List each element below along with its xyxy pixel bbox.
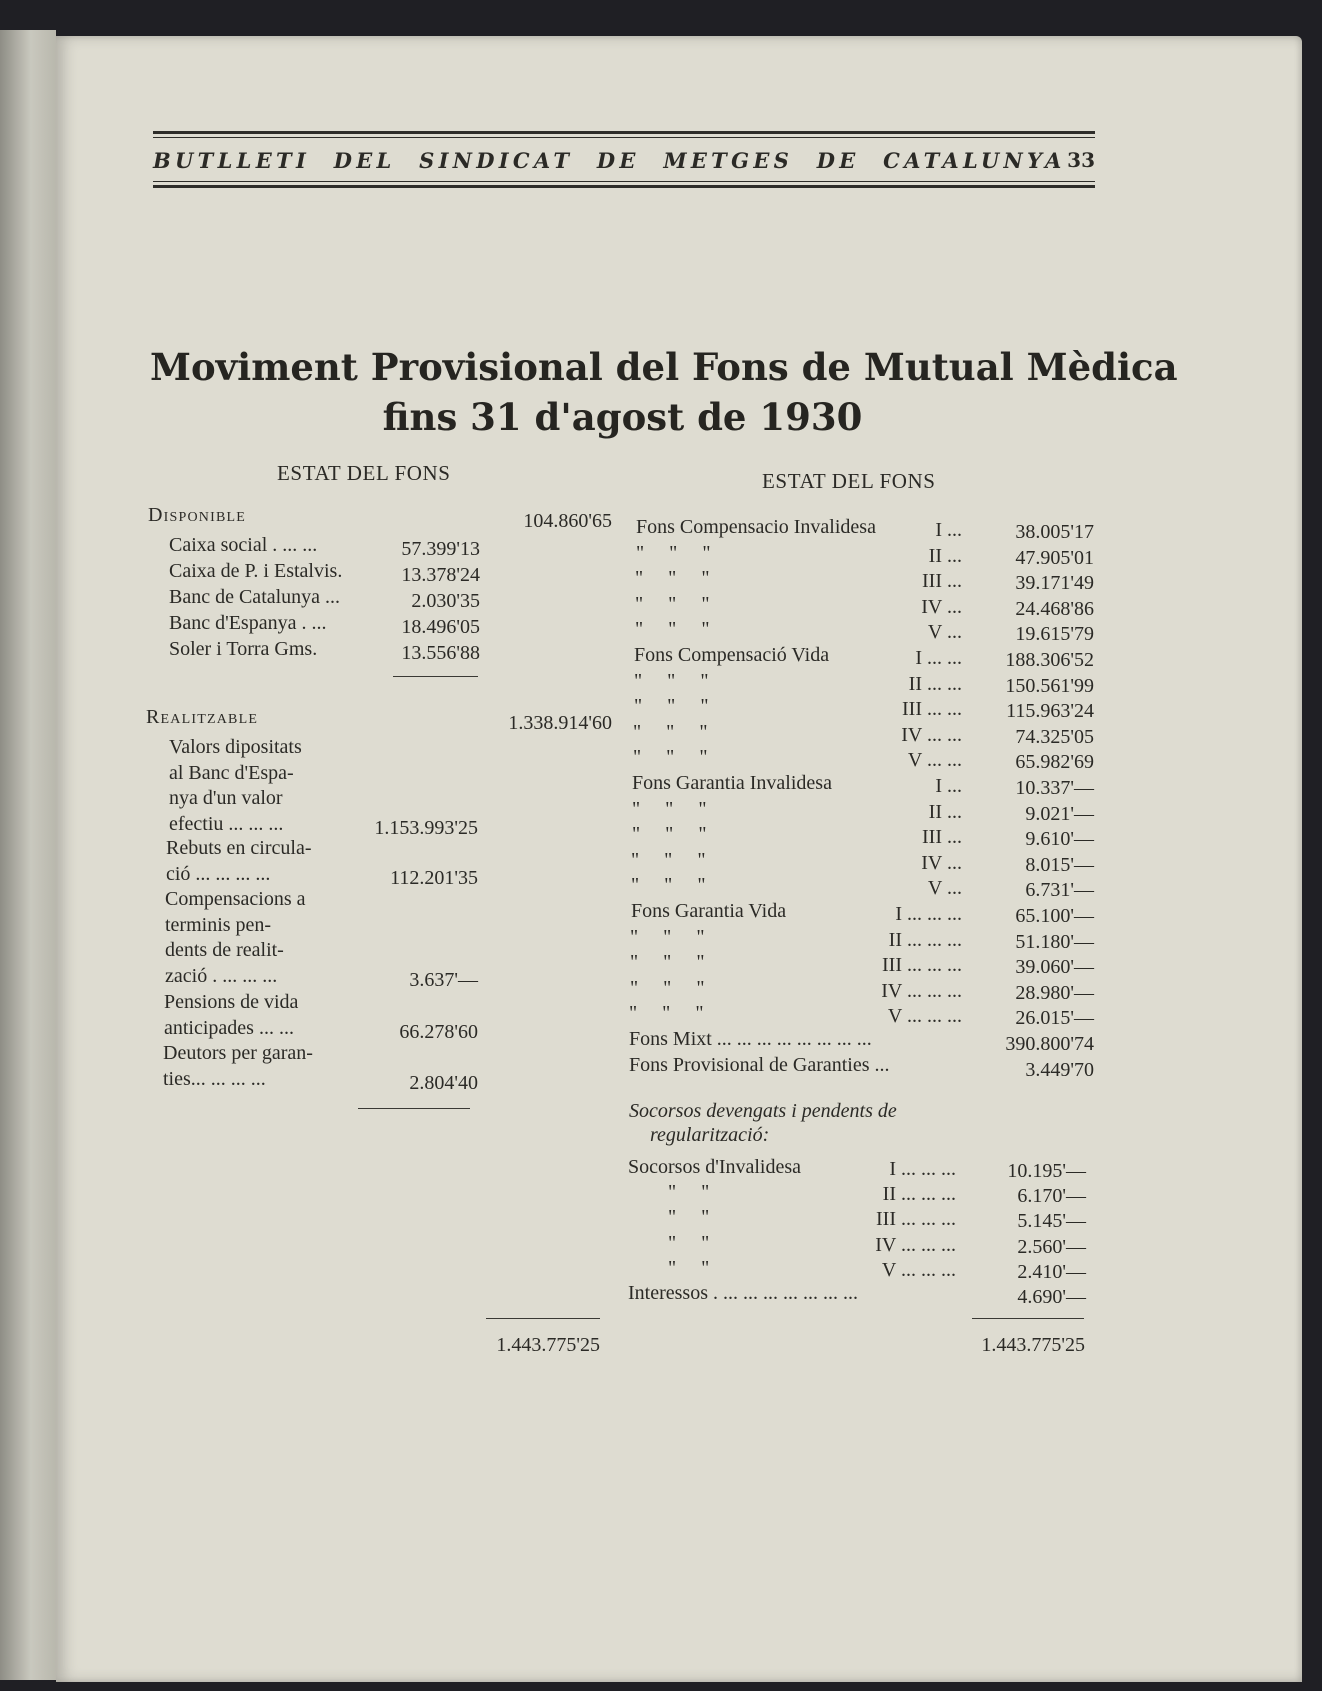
header-rule-top-thin	[153, 137, 1095, 138]
fons-row-value: 10.337'—	[1015, 777, 1094, 799]
fons-row-label: Fons Provisional de Garanties ...	[629, 1053, 890, 1076]
fons-row-class: IV ... ...	[901, 723, 962, 746]
realitzable-item-value: 112.201'35	[390, 866, 478, 889]
realitzable-item-value: 66.278'60	[399, 1020, 478, 1043]
running-header	[153, 143, 1095, 177]
fons-row-label: " " "	[635, 592, 710, 615]
right-column-heading: ESTAT DEL FONS	[762, 469, 936, 493]
fons-row-value: 51.180'—	[1015, 930, 1094, 953]
fons-row-label: " " "	[630, 925, 705, 948]
left-grand-total-rule	[486, 1318, 600, 1319]
page-title-line-2: fins 31 d'agost de 1930	[382, 395, 863, 439]
socorsos-row-label: Interessos . ... ... ... ... ... ... ...	[628, 1282, 858, 1304]
fons-row-class: II ...	[928, 800, 962, 823]
fons-row-value: 24.468'86	[1015, 597, 1094, 620]
page-title-line-1: Moviment Provisional del Fons de Mutual Mèdica	[150, 345, 1178, 389]
socorsos-row-value: 6.170'—	[1017, 1185, 1086, 1208]
disponible-item-value: 13.378'24	[401, 564, 480, 586]
realitzable-item-label-line: al Banc d'Espa-	[169, 761, 294, 784]
socorsos-row-class: II ... ... ...	[882, 1183, 956, 1206]
fons-row-label: " " "	[631, 874, 706, 897]
running-title: BUTLLETI DEL SINDICAT DE METGES DE CATALUNYA	[153, 147, 1066, 173]
fons-row-label: " " "	[635, 567, 710, 590]
realitzable-item-label-line: dents de realit-	[165, 939, 284, 961]
fons-row-label: " " "	[630, 976, 705, 999]
fons-row-value: 65.982'69	[1015, 751, 1094, 774]
fons-row-label: Fons Garantia Invalidesa	[632, 772, 832, 794]
fons-row-class: III ...	[922, 826, 962, 849]
fons-row-label: Fons Garantia Vida	[631, 900, 787, 922]
socorsos-row-class: I ... ... ...	[889, 1158, 956, 1180]
fons-row-class: V ...	[927, 877, 962, 900]
header-rule-top-thick	[153, 131, 1095, 134]
fons-row-class: IV ...	[921, 851, 962, 874]
disponible-item-value: 18.496'05	[401, 616, 480, 638]
page-number: 33	[1067, 148, 1095, 172]
socorsos-row-value: 2.560'—	[1017, 1235, 1086, 1258]
fons-row-label: " " "	[632, 823, 707, 846]
realitzable-total: 1.338.914'60	[508, 712, 612, 734]
fons-row-class: II ... ... ...	[888, 928, 962, 951]
fons-row-class: III ... ... ...	[882, 954, 962, 977]
disponible-total: 104.860'65	[523, 510, 612, 532]
realitzable-item-label-line: ties... ... ... ...	[163, 1067, 266, 1090]
fons-row-label: " " "	[633, 746, 708, 769]
fons-row-value: 28.980'—	[1015, 981, 1094, 1004]
realitzable-item-label-line: Pensions de vida	[164, 991, 299, 1013]
realitzable-subtotal-rule	[358, 1108, 470, 1109]
disponible-item-label: Caixa de P. i Estalvis.	[169, 560, 343, 582]
socorsos-row-label: Socorsos d'Invalidesa	[628, 1156, 802, 1178]
realitzable-label: Realitzable	[146, 706, 259, 728]
realitzable-item-label-line: Rebuts en circula-	[166, 837, 312, 859]
realitzable-item-label-line: Compensacions a	[165, 888, 306, 910]
fons-row-value: 47.905'01	[1015, 546, 1094, 569]
disponible-subtotal-rule	[393, 676, 478, 677]
socorsos-row-value: 4.690'—	[1017, 1286, 1086, 1308]
fons-row-label: " " "	[633, 720, 708, 743]
realitzable-item-label-line: terminis pen-	[165, 913, 272, 936]
right-grand-total: 1.443.775'25	[981, 1334, 1085, 1356]
fons-row-label: " " "	[632, 797, 707, 820]
fons-row-class: IV ...	[921, 595, 962, 618]
socorsos-row-label: " "	[668, 1181, 710, 1204]
fons-row-label: " " "	[635, 618, 710, 641]
socorsos-row-value: 10.195'—	[1007, 1160, 1086, 1182]
fons-row-label: " " "	[634, 669, 709, 692]
fons-row-value: 390.800'74	[1005, 1033, 1094, 1055]
right-grand-total-rule	[972, 1318, 1084, 1319]
fons-row-class: III ... ...	[902, 698, 962, 721]
fons-row-class: V ...	[927, 621, 962, 644]
fons-row-value: 3.449'70	[1025, 1058, 1094, 1081]
fons-row-label: " " "	[634, 695, 709, 718]
disponible-item-label: Banc de Catalunya ...	[169, 586, 341, 608]
socorsos-heading-line-1: Socorsos devengats i pendents de	[629, 1100, 897, 1122]
fons-row-value: 9.610'—	[1025, 828, 1094, 851]
fons-row-label: Fons Compensacio Invalidesa	[636, 516, 876, 538]
disponible-item-value: 57.399'13	[401, 538, 480, 560]
fons-row-label: Fons Mixt ... ... ... ... ... ... ... ...	[629, 1028, 872, 1050]
fons-row-value: 115.963'24	[1006, 700, 1094, 723]
disponible-item-label: Caixa social . ... ...	[169, 534, 318, 556]
fons-row-class: V ... ...	[907, 749, 962, 772]
header-rule-bottom-thin	[153, 181, 1095, 182]
fons-row-value: 6.731'—	[1025, 879, 1094, 902]
fons-row-value: 19.615'79	[1015, 623, 1094, 646]
fons-row-class: III ...	[922, 570, 962, 593]
fons-row-value: 39.060'—	[1015, 956, 1094, 979]
socorsos-row-value: 2.410'—	[1017, 1260, 1086, 1283]
realitzable-item-value: 1.153.993'25	[374, 816, 478, 839]
fons-row-value: 74.325'05	[1015, 725, 1094, 748]
fons-row-label: Fons Compensació Vida	[634, 644, 830, 666]
facing-page-edge	[0, 30, 56, 1680]
fons-row-class: I ...	[935, 519, 962, 541]
fons-row-class: IV ... ... ...	[881, 979, 962, 1002]
socorsos-row-value: 5.145'—	[1017, 1210, 1086, 1233]
socorsos-row-label: " "	[668, 1206, 710, 1229]
disponible-item-value: 2.030'35	[411, 590, 480, 612]
realitzable-item-label-line: Deutors per garan-	[163, 1042, 313, 1064]
realitzable-item-label-line: efectiu ... ... ...	[169, 812, 284, 835]
header-rule-bottom-thick	[153, 185, 1095, 188]
socorsos-row-class: III ... ... ...	[876, 1208, 956, 1231]
fons-row-label: " " "	[630, 951, 705, 974]
socorsos-row-class: V ... ... ...	[881, 1258, 956, 1281]
realitzable-item-value: 2.804'40	[409, 1071, 478, 1094]
fons-row-label: " " "	[636, 541, 711, 564]
fons-row-class: I ... ... ...	[895, 903, 962, 925]
realitzable-item-label-line: Valors dipositats	[169, 736, 302, 758]
fons-row-value: 65.100'—	[1015, 905, 1094, 927]
fons-row-label: " " "	[629, 1002, 704, 1025]
disponible-item-label: Soler i Torra Gms.	[169, 638, 318, 660]
fons-row-label: " " "	[631, 848, 706, 871]
fons-row-value: 9.021'—	[1025, 802, 1094, 825]
realitzable-item-value: 3.637'—	[409, 968, 478, 991]
fons-row-class: V ... ... ...	[887, 1005, 962, 1028]
fons-row-value: 188.306'52	[1005, 649, 1094, 671]
fons-row-value: 39.171'49	[1015, 572, 1094, 595]
fons-row-class: I ...	[935, 775, 962, 797]
fons-row-class: II ... ...	[908, 672, 962, 695]
fons-row-value: 150.561'99	[1005, 674, 1094, 697]
realitzable-item-label-line: zació . ... ... ...	[165, 964, 278, 987]
socorsos-row-label: " "	[668, 1231, 710, 1254]
disponible-item-label: Banc d'Espanya . ...	[169, 612, 327, 634]
realitzable-item-label-line: nya d'un valor	[169, 787, 283, 809]
socorsos-heading-line-2: regularització:	[650, 1124, 770, 1146]
disponible-item-value: 13.556'88	[401, 642, 480, 664]
fons-row-value: 26.015'—	[1015, 1007, 1094, 1030]
fons-row-value: 8.015'—	[1025, 853, 1094, 876]
left-column-heading: ESTAT DEL FONS	[277, 461, 451, 485]
fons-row-value: 38.005'17	[1015, 521, 1094, 543]
socorsos-row-label: " "	[668, 1256, 710, 1279]
fons-row-class: II ...	[928, 544, 962, 567]
realitzable-item-label-line: ció ... ... ... ...	[166, 862, 271, 885]
left-grand-total: 1.443.775'25	[496, 1334, 600, 1356]
disponible-label: Disponible	[148, 504, 247, 526]
fons-row-class: I ... ...	[915, 647, 962, 669]
realitzable-item-label-line: anticipades ... ...	[164, 1016, 294, 1039]
socorsos-row-class: IV ... ... ...	[875, 1233, 956, 1256]
